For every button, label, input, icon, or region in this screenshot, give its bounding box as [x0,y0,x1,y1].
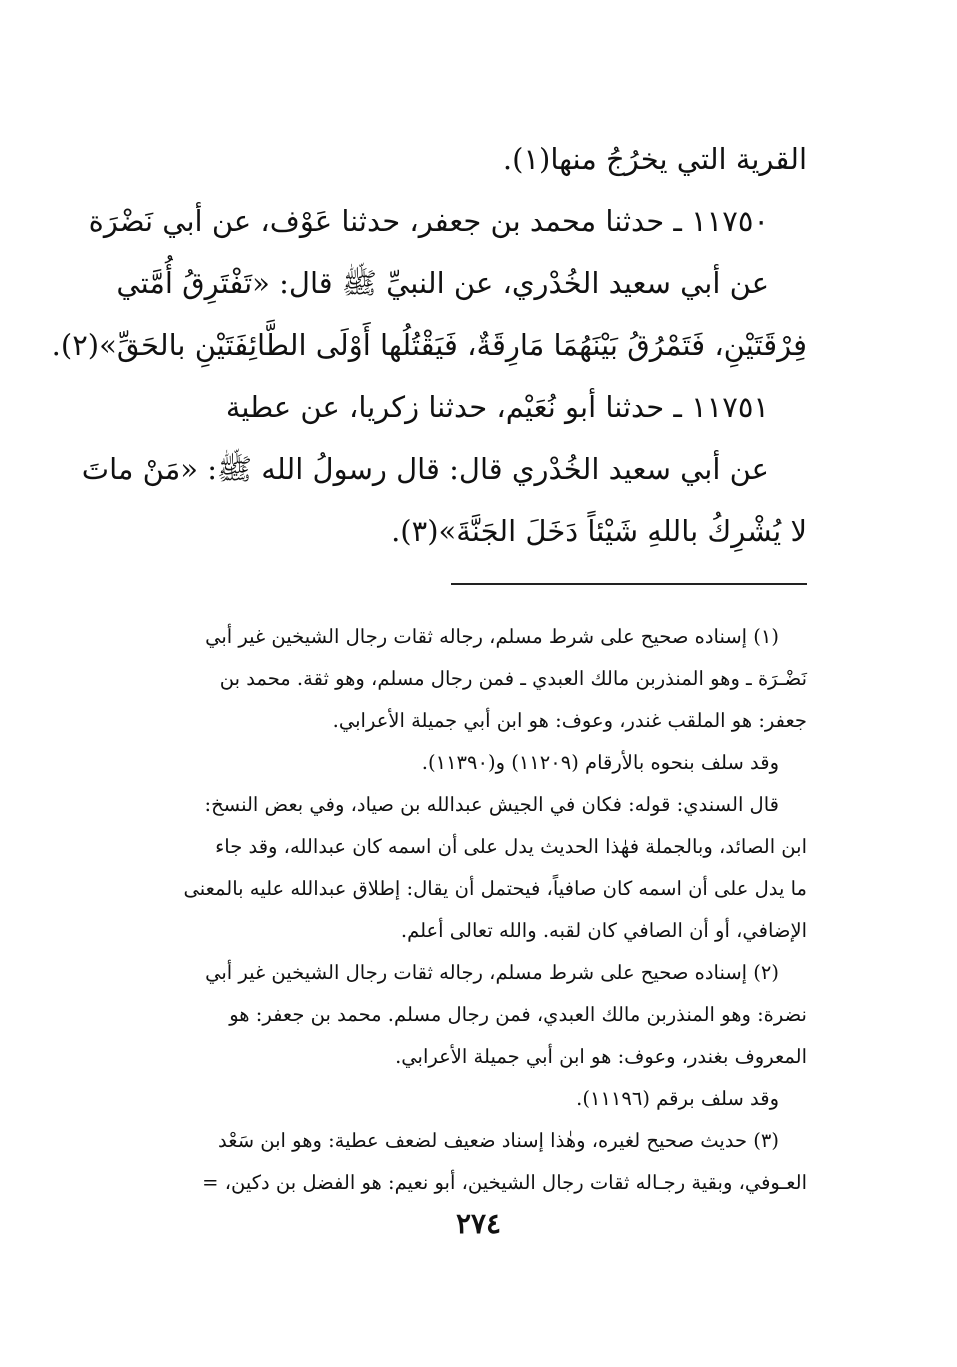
page-number: ٢٧٤ [455,1207,502,1240]
footnote-line: العـوفي، وبقية رجـاله ثقات رجال الشيخين، أبو نعيم: هو الفضل بن دكين، = [202,1171,807,1194]
main-text [51,128,807,562]
text-line: عن أبي سعيد الخُدْري قال: قال رسولُ الله ﷺ: «مَنْ ماتَ [81,452,769,486]
footnote-line: نَضْـرَة ـ وهو المنذربن مالك العبدي ـ فمن رجال مسلم، وهو ثقة. محمد بن [219,667,807,690]
footnote-line: (٣) حديث صحيح لغيره، وهٰذا إسناد ضعيف لضعف عطية: وهو ابن سَعْد [218,1129,779,1152]
footnote-line: نضرة: وهو المنذربن مالك العبدي، فمن رجال مسلم. محمد بن جعفر: هو [229,1003,807,1026]
footnote-line: ما يدل على أن اسمه كان صافياً، فيحتمل أن يقال: إطلاق عبدالله عليه بالمعنى [183,877,807,900]
footnote-line: المعروف بغندر، وعوف: هو ابن أبي جميلة الأعرابي. [395,1045,807,1068]
footnote-line: (٢) إسناده صحيح على شرط مسلم، رجاله ثقات رجال الشيخين غير أبي [205,961,779,984]
footnotes [148,616,807,1204]
hadith-number-line: ١١٧٥٠ ـ حدثنا محمد بن جعفر، حدثنا عَوْف، عن أبي نَضْرَة [88,204,769,238]
footnote-line: قال السندي: قوله: فكان في الجيش عبدالله بن صياد، وفي بعض النسخ: [204,793,779,816]
footnote-line: الإضافي، أو أن الصافي كان لقبه. والله تعالى أعلم. [400,919,807,942]
footnote-line: ابن الصائد، وبالجملة فهٰذا الحديث يدل على أن اسمه كان عبدالله، وقد جاء [215,835,807,858]
text-line: القرية التي يخرُجُ منها(١). [502,142,807,176]
footnote-line: جعفر: هو الملقب غندر، وعوف: هو ابن أبي جميلة الأعرابي. [332,709,807,732]
text-line: فِرْقَتَيْنِ، فَتَمْرُقُ بَيْنَهُمَا مَارِقَةٌ، فَيَقْتُلُها أَوْلَى الطَّائِفَتَيْنِ بالحَقِّ»(٢). [51,328,807,362]
footnote-separator [451,583,807,585]
text-line: لا يُشْرِكُ باللهِ شَيْئاً دَخَلَ الجَنَّةَ»(٣). [391,514,807,548]
footnote-line: وقد سلف برقم (١١١٩٦). [576,1087,779,1110]
hadith-number-line: ١١٧٥١ ـ حدثنا أبو نُعَيْم، حدثنا زكريا، عن عطية [225,390,769,424]
footnote-line: وقد سلف بنحوه بالأرقام (١١٢٠٩) و(١١٣٩٠). [421,751,779,774]
footnote-line: (١) إسناده صحيح على شرط مسلم، رجاله ثقات رجال الشيخين غير أبي [205,625,779,648]
text-line: عن أبي سعيد الخُدْري، عن النبيِّ ﷺ قال: «تَفْتَرِقُ أُمَّتي [116,266,769,300]
